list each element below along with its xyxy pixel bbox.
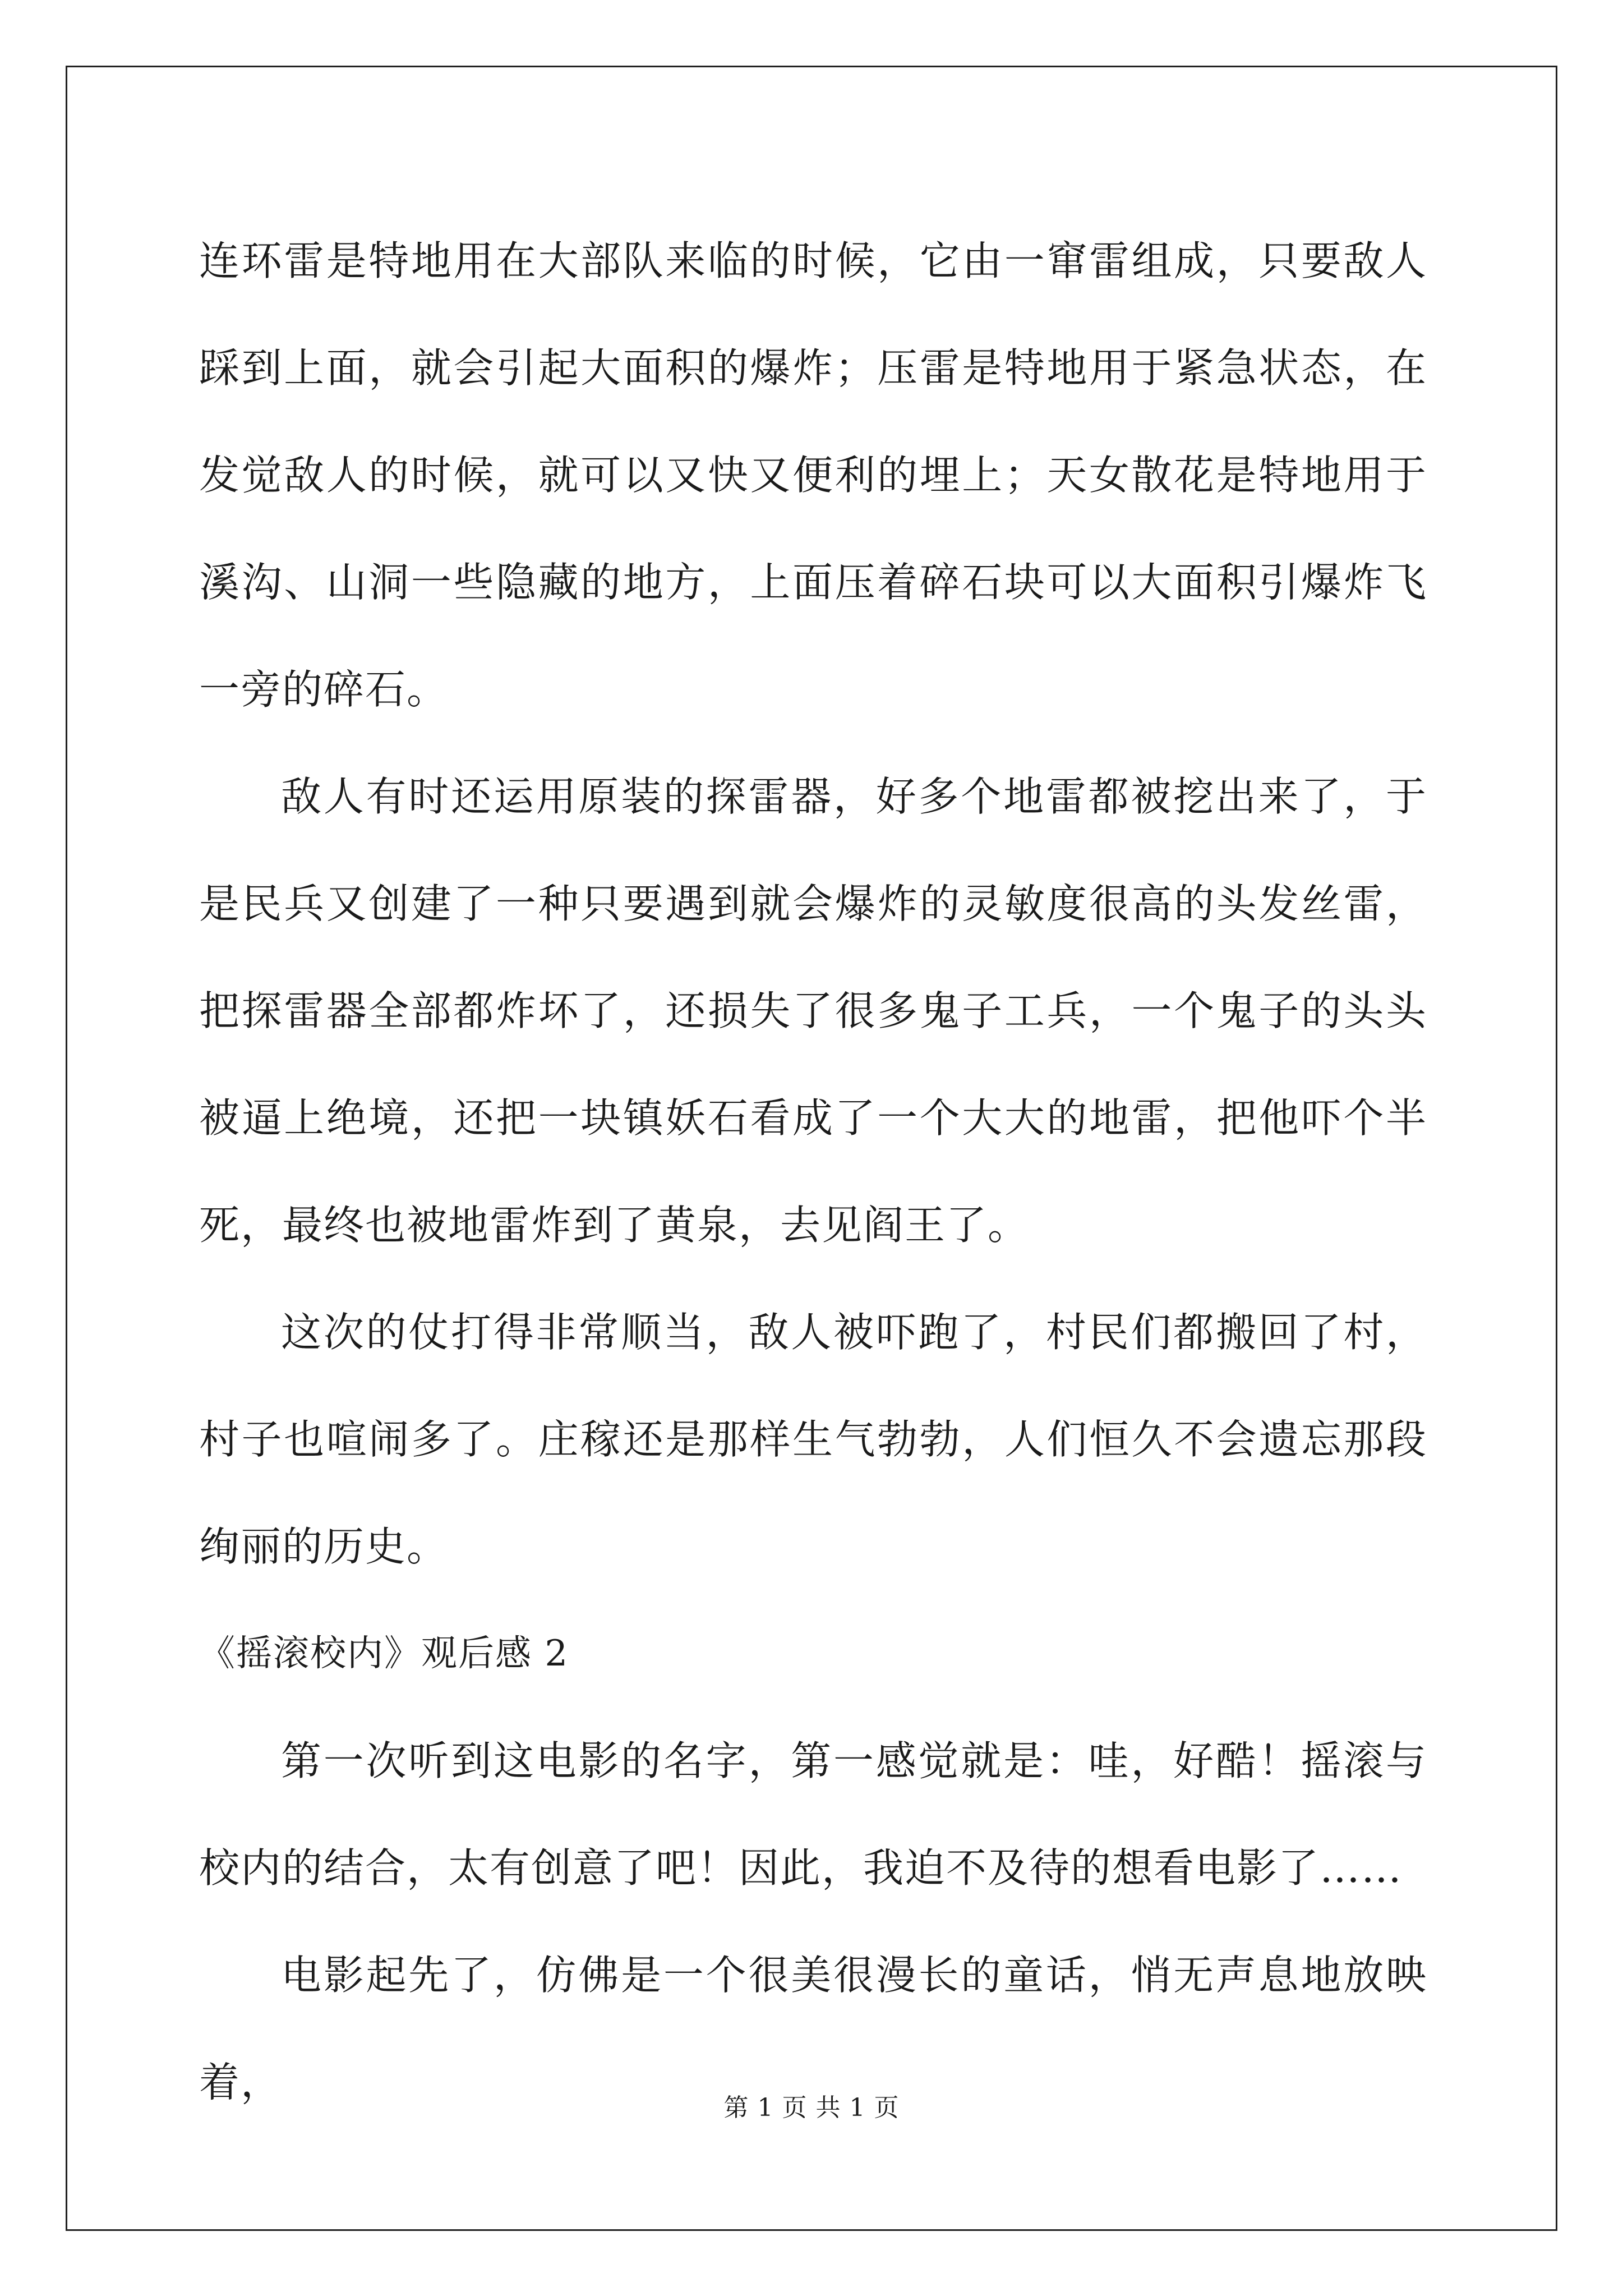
paragraph-5: 电影起先了，仿佛是一个很美很漫长的童话，悄无声息地放映着， (199, 1952, 1427, 2106)
paragraph-4: 第一次听到这电影的名字，第一感觉就是：哇，好酷！摇滚与校内的结合，太有创意了吧！因此，我迫不及待的想看电影了…… (199, 1737, 1427, 1892)
paragraph-2: 敌人有时还运用原装的探雷器，好多个地雷都被挖出来了，于是民兵又创建了一种只要遇到就会爆炸的灵敏度很高的头发丝雷，把探雷器全部都炸坏了，还损失了很多鬼子工兵，一个鬼子的头头被逼上绝境，还把一块镇妖石看成了一个大大的地雷，把他吓个半死，最终也被地雷炸到了黄泉，去见阎王了。 (199, 773, 1427, 1249)
document-body (199, 208, 1427, 2136)
section-heading: 《摇滚校内》观后感 2 (199, 1633, 569, 1674)
page-footer: 第 1 页 共 1 页 (723, 2093, 900, 2122)
paragraph-1: 连环雷是特地用在大部队来临的时候，它由一窜雷组成，只要敌人踩到上面，就会引起大面积的爆炸；压雷是特地用于紧急状态，在发觉敌人的时候，就可以又快又便利的埋上；天女散花是特地用于溪沟、山洞一些隐藏的地方，上面压着碎石块可以大面积引爆炸飞一旁的碎石。 (199, 237, 1427, 713)
paragraph-3: 这次的仗打得非常顺当，敌人被吓跑了，村民们都搬回了村，村子也喧闹多了。庄稼还是那样生气勃勃，人们恒久不会遗忘那段绚丽的历史。 (199, 1309, 1427, 1570)
